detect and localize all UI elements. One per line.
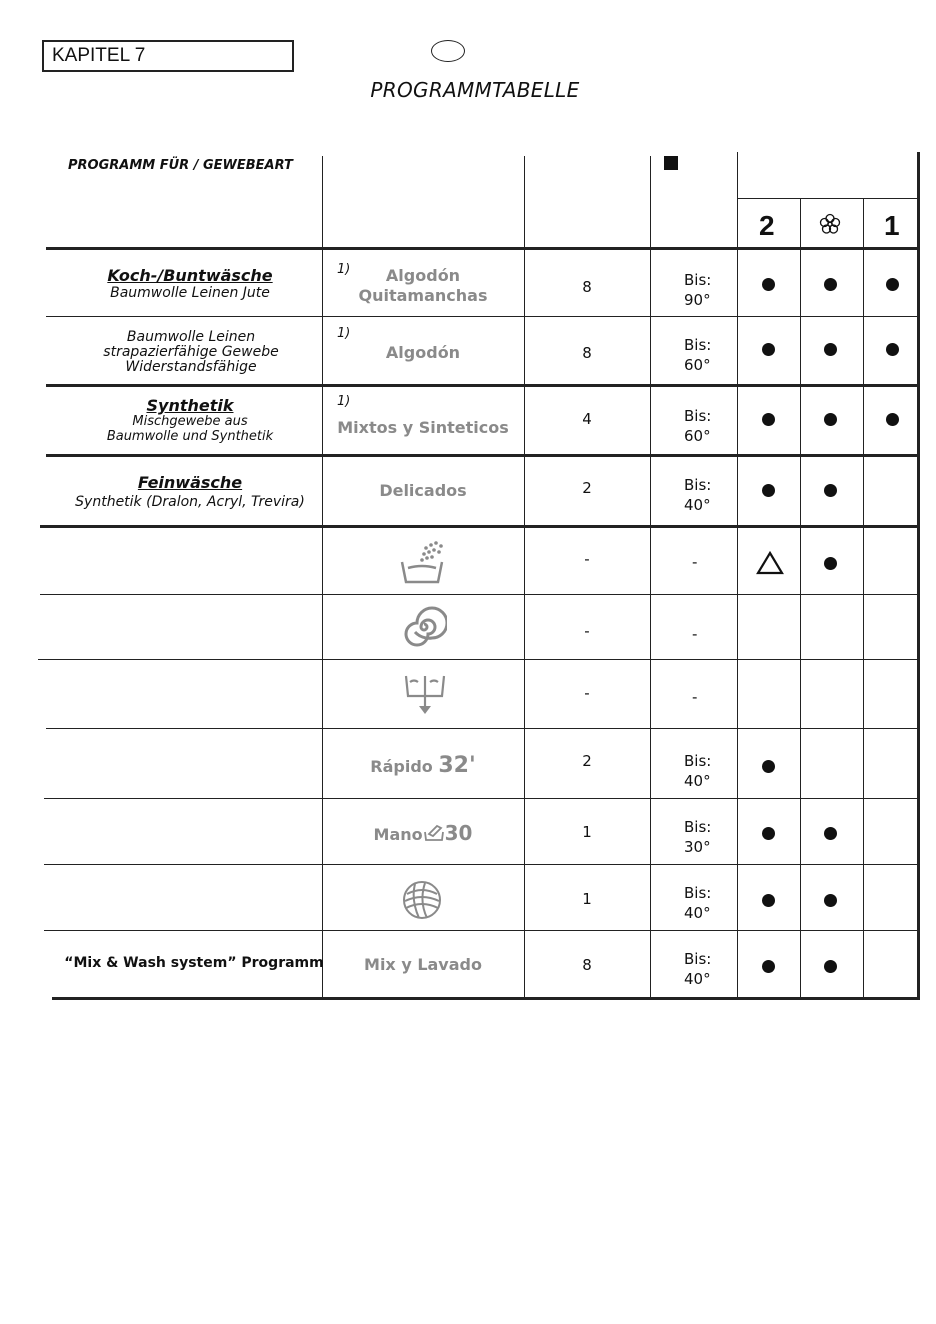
row-7-kg: - [584,684,590,702]
wool-icon [401,878,443,922]
row-4-col-1-dot [762,484,775,497]
row-11-col-2-dot [824,960,837,973]
temp-value: 40° [684,904,711,922]
row-9-col-1-dot [762,827,775,840]
row-2-col-1-dot [762,343,775,356]
row-7-temp: - [692,688,698,706]
row-2-desc: Baumwolle Leinen strapazierfähige Gewebe Widerstandsfähige [103,329,279,375]
row-line [38,659,920,660]
row-9-program [322,822,524,845]
row-3-title: Synthetik [146,396,234,415]
row-2-program: Algodón [385,343,461,362]
row-2-col-2-dot [824,343,837,356]
row-10-col-2-dot [824,894,837,907]
row-9-col-2-dot [824,827,837,840]
row-6-temp: - [692,625,698,643]
row-2-fabric [48,330,334,375]
row-10-kg: 1 [582,890,592,908]
row-2-temp [684,335,711,375]
temp-label: Bis: [684,884,712,902]
temp-value: 60° [684,356,711,374]
row-11-temp [684,949,711,989]
col-divider [650,156,651,998]
row-5-temp: - [692,553,698,571]
row-1-program: Algodón Quitamanchas [358,266,488,305]
prewash-square-icon [664,156,678,170]
row-4-title: Feinwäsche [137,473,243,492]
temp-value: 60° [684,427,711,445]
row-5-col-2-dot [824,557,837,570]
temp-value: 40° [684,970,711,988]
row-1-title: Koch-/Buntwäsche [107,266,273,285]
rinse-icon [398,540,448,586]
row-3-desc: Mischgewebe aus Baumwolle und Synthetik [106,414,274,444]
column-2-label: 2 [759,210,775,241]
row-11-fabric: “Mix & Wash system” Programm [64,955,324,971]
bottom-rule [52,997,920,1000]
row-3-col-1-dot [762,413,775,426]
row-4-desc: Synthetik (Dralon, Acryl, Trevira) [75,494,305,510]
row-4-temp [684,475,711,515]
temp-label: Bis: [684,818,712,836]
row-1-fabric [48,268,332,301]
temp-value: 30° [684,838,711,856]
row-rule [46,454,920,457]
triangle-icon [756,551,784,575]
row-line [46,316,920,317]
col-divider [800,198,801,998]
row-3-program: Mixtos y Sinteticos [337,418,509,437]
temp-value: 40° [684,496,711,514]
row-3-kg: 4 [582,410,592,428]
row-3-note: 1) [337,394,351,409]
row-4-fabric [48,475,332,510]
row-line [44,864,920,865]
row-4-kg: 2 [582,479,592,497]
temp-value: 40° [684,772,711,790]
row-1-col-1-dot [762,278,775,291]
row-3-col-3-dot [886,413,899,426]
row-8-temp [684,751,711,791]
row-8-kg: 2 [582,752,592,770]
row-1-col-3-dot [886,278,899,291]
spin-icon [401,604,447,650]
chapter-box [42,40,294,72]
page-title: PROGRAMMTABELLE [370,78,580,102]
temp-value: 90° [684,291,711,309]
rapido-label: Rápido [370,757,433,776]
row-2-col-3-dot [886,343,899,356]
row-3-fabric [48,398,332,444]
sub-header-line [737,198,919,199]
header-rule [46,247,920,250]
row-8-program [322,753,524,778]
column-1-label: 1 [884,210,900,241]
col-divider [863,198,864,998]
row-3-temp [684,406,711,446]
mano-label: Mano [373,825,423,844]
handwash-icon [423,822,445,842]
language-oval [431,40,465,62]
mano-temp: 30 [444,821,473,845]
row-11-kg: 8 [582,956,592,974]
row-3-col-2-dot [824,413,837,426]
row-4-col-2-dot [824,484,837,497]
right-border [917,152,920,1000]
row-11-program: Mix y Lavado [364,955,482,974]
chapter-label: KAPITEL 7 [52,45,146,66]
row-10-temp [684,883,711,923]
row-line [40,594,920,595]
row-6-kg: - [584,622,590,640]
row-rule [46,384,920,387]
row-line [46,728,920,729]
rapido-minutes: 32' [438,753,476,778]
row-rule [40,525,920,528]
row-4-program: Delicados [379,481,467,500]
row-9-kg: 1 [582,823,592,841]
row-2-kg: 8 [582,344,592,362]
row-2-note: 1) [337,326,351,341]
row-1-col-2-dot [824,278,837,291]
row-1-temp [684,270,711,310]
row-10-col-1-dot [762,894,775,907]
row-1-note: 1) [337,262,351,277]
temp-label: Bis: [684,950,712,968]
drain-icon [402,670,448,718]
temp-label: Bis: [684,407,712,425]
row-1-desc: Baumwolle Leinen Jute [110,285,270,301]
row-9-temp [684,817,711,857]
col-divider [737,152,738,998]
row-line [44,930,920,931]
fabric-column-header: PROGRAMM FÜR / GEWEBEART [68,158,293,173]
temp-label: Bis: [684,271,712,289]
row-8-col-1-dot [762,760,775,773]
temp-label: Bis: [684,752,712,770]
row-5-kg: - [584,550,590,568]
row-11-col-1-dot [762,960,775,973]
softener-flower-icon [818,212,842,236]
temp-label: Bis: [684,476,712,494]
row-line [44,798,920,799]
row-1-kg: 8 [582,278,592,296]
temp-label: Bis: [684,336,712,354]
